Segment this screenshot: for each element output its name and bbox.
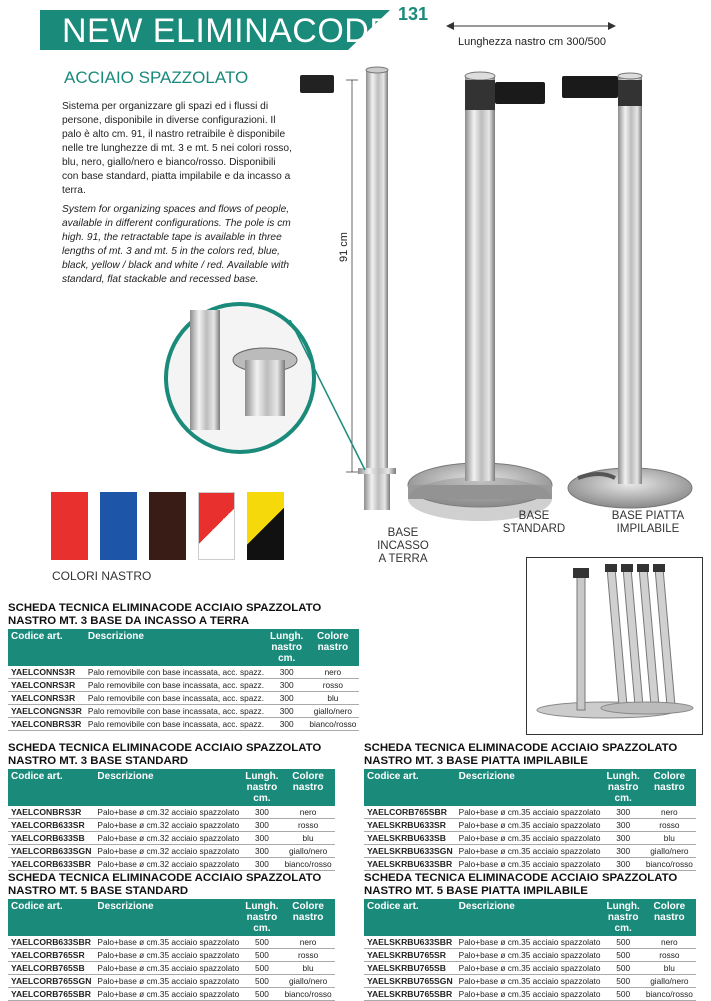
cell-color: rosso: [282, 949, 335, 962]
cell-code: YAELCORB633SBR: [8, 936, 94, 949]
table-row: [8, 975, 335, 988]
cell-length: 300: [603, 858, 642, 871]
table-row: [8, 692, 359, 705]
cell-code: YAELCORB765SBR: [8, 988, 94, 1001]
swatch-black: [149, 492, 186, 560]
header-description: Descrizione: [456, 769, 604, 806]
cell-length: 500: [603, 975, 642, 988]
table-title: SCHEDA TECNICA ELIMINACODE ACCIAIO SPAZZOLATO: [8, 602, 322, 614]
table-row: [8, 845, 335, 858]
table-row: [8, 666, 359, 679]
table-row: [364, 819, 696, 832]
cell-color: rosso: [306, 679, 359, 692]
cell-length: 300: [267, 692, 306, 705]
header-description: Descrizione: [456, 899, 604, 936]
cell-color: bianco/rosso: [306, 718, 359, 731]
cell-code: YAELCORB633SBR: [8, 858, 94, 871]
cell-description: Palo+base ø cm.35 acciaio spazzolato: [456, 962, 604, 975]
cell-description: Palo+base ø cm.35 acciaio spazzolato: [94, 949, 242, 962]
cell-color: nero: [643, 936, 696, 949]
cell-length: 500: [603, 949, 642, 962]
table-row: [8, 858, 335, 871]
cell-description: Palo removibile con base incassata, acc. spazz.: [85, 692, 267, 705]
cell-description: Palo removibile con base incassata, acc. spazz.: [85, 718, 267, 731]
pole-height-label: 91 cm: [338, 232, 350, 262]
table-row: [8, 949, 335, 962]
spec-table: [8, 899, 335, 1001]
header-description: Descrizione: [94, 769, 242, 806]
cell-code: YAELSKRBU633SBR: [364, 936, 456, 949]
cell-color: bianco/rosso: [282, 988, 335, 1001]
spec-table: [364, 899, 696, 1001]
spec-table-section-3: [364, 742, 696, 871]
cell-code: YAELCORB765SGN: [8, 975, 94, 988]
header-code: Codice art.: [364, 899, 456, 936]
table-header-row: [8, 769, 335, 806]
table-row: [8, 718, 359, 731]
caption-line: BASE: [387, 527, 419, 539]
header-color: Colore nastro: [306, 629, 359, 666]
table-row: [364, 949, 696, 962]
cell-length: 300: [267, 679, 306, 692]
cell-length: 300: [242, 858, 281, 871]
cell-code: YAELCONNS3R: [8, 666, 85, 679]
cell-color: blu: [643, 832, 696, 845]
table-row: [364, 858, 696, 871]
table-title: SCHEDA TECNICA ELIMINACODE ACCIAIO SPAZZOLATO: [364, 872, 678, 884]
table-row: [8, 806, 335, 819]
cell-description: Palo removibile con base incassata, acc. spazz.: [85, 679, 267, 692]
table-header-row: [8, 899, 335, 936]
stacked-poles-image: [527, 558, 702, 734]
cell-description: Palo+base ø cm.32 acciaio spazzolato: [94, 832, 242, 845]
page-number: 131: [398, 4, 429, 24]
cell-color: nero: [306, 666, 359, 679]
cell-code: YAELCORB633SGN: [8, 845, 94, 858]
cell-description: Palo+base ø cm.35 acciaio spazzolato: [456, 845, 604, 858]
table-row: [8, 819, 335, 832]
cell-description: Palo+base ø cm.32 acciaio spazzolato: [94, 819, 242, 832]
caption-base-incasso: [368, 527, 438, 566]
tape-length-arrow-icon: [446, 20, 616, 32]
header-code: Codice art.: [364, 769, 456, 806]
cell-code: YAELSKRBU633SBR: [364, 858, 456, 871]
cell-description: Palo+base ø cm.32 acciaio spazzolato: [94, 845, 242, 858]
caption-base-standard: [494, 510, 574, 536]
cell-code: YAELSKRBU633SGN: [364, 845, 456, 858]
header-length: Lungh. nastro cm.: [603, 769, 642, 806]
table-row: [8, 832, 335, 845]
cell-length: 300: [603, 845, 642, 858]
stacked-poles-photo: [526, 557, 703, 735]
product-illustration: [160, 60, 700, 540]
cell-description: Palo+base ø cm.35 acciaio spazzolato: [94, 988, 242, 1001]
caption-line: BASE PIATTA: [611, 510, 685, 522]
caption-line: BASE: [518, 510, 550, 522]
header-length: Lungh. nastro cm.: [242, 899, 281, 936]
table-row: [364, 832, 696, 845]
header-length: Lungh. nastro cm.: [242, 769, 281, 806]
table-row: [8, 705, 359, 718]
cell-color: rosso: [643, 949, 696, 962]
table-row: [364, 806, 696, 819]
cell-length: 500: [242, 988, 281, 1001]
header-description: Descrizione: [94, 899, 242, 936]
swatch-white-red: [198, 492, 235, 560]
cell-code: YAELCORB765SBR: [364, 806, 456, 819]
cell-code: YAELSKRBU765SBR: [364, 988, 456, 1001]
header-color: Colore nastro: [643, 899, 696, 936]
table-row: [364, 988, 696, 1001]
header-color: Colore nastro: [282, 769, 335, 806]
header-code: Codice art.: [8, 899, 94, 936]
table-title: SCHEDA TECNICA ELIMINACODE ACCIAIO SPAZZOLATO: [364, 742, 678, 754]
table-subtitle: NASTRO MT. 3 BASE PIATTA IMPILABILE: [364, 755, 588, 767]
cell-color: blu: [306, 692, 359, 705]
cell-length: 500: [603, 936, 642, 949]
cell-length: 500: [603, 988, 642, 1001]
table-title: SCHEDA TECNICA ELIMINACODE ACCIAIO SPAZZOLATO: [8, 742, 322, 754]
cell-length: 500: [242, 975, 281, 988]
header-length: Lungh. nastro cm.: [603, 899, 642, 936]
cell-length: 300: [242, 819, 281, 832]
cell-description: Palo+base ø cm.35 acciaio spazzolato: [456, 819, 604, 832]
cell-color: giallo/nero: [643, 975, 696, 988]
cell-code: YAELCORB765SB: [8, 962, 94, 975]
table-subtitle: NASTRO MT. 5 BASE PIATTA IMPILABILE: [364, 885, 588, 897]
cell-description: Palo removibile con base incassata, acc. spazz.: [85, 705, 267, 718]
cell-code: YAELCORB633SB: [8, 832, 94, 845]
table-row: [8, 936, 335, 949]
cell-color: giallo/nero: [643, 845, 696, 858]
cell-color: nero: [643, 806, 696, 819]
spec-table-section-5: [364, 872, 696, 1001]
spec-table-section-1: [8, 602, 359, 731]
cell-length: 500: [603, 962, 642, 975]
header-length: Lungh. nastro cm.: [267, 629, 306, 666]
cell-length: 300: [242, 806, 281, 819]
cell-description: Palo+base ø cm.35 acciaio spazzolato: [456, 988, 604, 1001]
header-color: Colore nastro: [282, 899, 335, 936]
caption-line: IMPILABILE: [616, 523, 680, 535]
cell-description: Palo+base ø cm.35 acciaio spazzolato: [456, 858, 604, 871]
cell-code: YAELSKRBU765SR: [364, 949, 456, 962]
cell-description: Palo+base ø cm.35 acciaio spazzolato: [456, 936, 604, 949]
header-code: Codice art.: [8, 629, 85, 666]
header-color: Colore nastro: [643, 769, 696, 806]
cell-length: 300: [603, 806, 642, 819]
swatch-red: [51, 492, 88, 560]
cell-color: blu: [282, 832, 335, 845]
cell-color: bianco/rosso: [643, 858, 696, 871]
cell-code: YAELCORB633SR: [8, 819, 94, 832]
cell-length: 300: [267, 666, 306, 679]
colors-label: COLORI NASTRO: [52, 569, 152, 583]
cell-color: blu: [643, 962, 696, 975]
cell-code: YAELCONRS3R: [8, 692, 85, 705]
cell-color: nero: [282, 806, 335, 819]
header-code: Codice art.: [8, 769, 94, 806]
table-title: SCHEDA TECNICA ELIMINACODE ACCIAIO SPAZZOLATO: [8, 872, 322, 884]
cell-code: YAELCONBRS3R: [8, 806, 94, 819]
cell-description: Palo+base ø cm.35 acciaio spazzolato: [456, 806, 604, 819]
cell-length: 300: [242, 845, 281, 858]
cell-code: YAELSKRBU633SB: [364, 832, 456, 845]
cell-color: giallo/nero: [282, 975, 335, 988]
spec-table: [8, 769, 335, 871]
table-subtitle: NASTRO MT. 3 BASE DA INCASSO A TERRA: [8, 615, 250, 627]
table-header-row: [8, 629, 359, 666]
cell-color: rosso: [643, 819, 696, 832]
cell-description: Palo+base ø cm.35 acciaio spazzolato: [94, 962, 242, 975]
cell-length: 500: [242, 936, 281, 949]
table-row: [8, 679, 359, 692]
cell-description: Palo removibile con base incassata, acc. spazz.: [85, 666, 267, 679]
cell-description: Palo+base ø cm.35 acciaio spazzolato: [94, 975, 242, 988]
cell-color: bianco/rosso: [282, 858, 335, 871]
caption-base-piatta: [598, 510, 698, 536]
table-subtitle: NASTRO MT. 5 BASE STANDARD: [8, 885, 189, 897]
description-english: System for organizing spaces and flows of people, available in different configurations. The pole is cm high. 91, the retractable tape is available in three lengths of mt. 3 and mt. 5 in the colors red, blue, black, yellow / black and white / red. Available with standard, flat stackable and recessed base.: [62, 204, 291, 285]
cell-length: 300: [603, 819, 642, 832]
product-subtitle: ACCIAIO SPAZZOLATO: [64, 68, 249, 87]
cell-description: Palo+base ø cm.35 acciaio spazzolato: [456, 832, 604, 845]
caption-line: STANDARD: [502, 523, 566, 535]
cell-color: bianco/rosso: [643, 988, 696, 1001]
table-row: [8, 962, 335, 975]
cell-code: YAELSKRBU765SGN: [364, 975, 456, 988]
cell-color: rosso: [282, 819, 335, 832]
caption-line: A TERRA: [378, 553, 428, 565]
spec-table-section-2: [8, 742, 335, 871]
table-row: [364, 962, 696, 975]
cell-length: 500: [242, 949, 281, 962]
cell-length: 500: [242, 962, 281, 975]
header-description: Descrizione: [85, 629, 267, 666]
table-subtitle: NASTRO MT. 3 BASE STANDARD: [8, 755, 189, 767]
tape-length-label: Lunghezza nastro cm 300/500: [458, 36, 606, 48]
cell-description: Palo+base ø cm.35 acciaio spazzolato: [94, 936, 242, 949]
table-header-row: [364, 899, 696, 936]
table-header-row: [364, 769, 696, 806]
spec-table: [364, 769, 696, 871]
page-title: NEW ELIMINACODE: [62, 12, 393, 50]
cell-color: giallo/nero: [306, 705, 359, 718]
table-row: [364, 845, 696, 858]
cell-description: Palo+base ø cm.35 acciaio spazzolato: [456, 949, 604, 962]
cell-code: YAELSKRBU633SR: [364, 819, 456, 832]
table-row: [364, 936, 696, 949]
swatch-blue: [100, 492, 137, 560]
cell-description: Palo+base ø cm.35 acciaio spazzolato: [456, 975, 604, 988]
cell-length: 300: [242, 832, 281, 845]
caption-line: INCASSO: [377, 540, 429, 552]
cell-length: 300: [267, 718, 306, 731]
cell-color: giallo/nero: [282, 845, 335, 858]
cell-description: Palo+base ø cm.32 acciaio spazzolato: [94, 806, 242, 819]
cell-description: Palo+base ø cm.32 acciaio spazzolato: [94, 858, 242, 871]
cell-code: YAELSKRBU765SB: [364, 962, 456, 975]
cell-code: YAELCONBRS3R: [8, 718, 85, 731]
swatch-yellow-black: [247, 492, 284, 560]
description-italian: Sistema per organizzare gli spazi ed i flussi di persone, disponibile in diverse configurazioni. Il palo è alto cm. 91, il nastro retraibile è disponibile nelle tre lunghezze di mt. 3 e mt. 5 nei colori rosso, blu, nero, giallo/nero e bianco/rosso. Disponibili con base standard, piatta impilabile e da incasso a terra.: [62, 101, 292, 196]
cell-color: nero: [282, 936, 335, 949]
cell-code: YAELCORB765SR: [8, 949, 94, 962]
cell-color: blu: [282, 962, 335, 975]
cell-length: 300: [267, 705, 306, 718]
table-row: [8, 988, 335, 1001]
spec-table-section-4: [8, 872, 335, 1001]
cell-length: 300: [603, 832, 642, 845]
table-row: [364, 975, 696, 988]
cell-code: YAELCONGNS3R: [8, 705, 85, 718]
cell-code: YAELCONRS3R: [8, 679, 85, 692]
spec-table: [8, 629, 359, 731]
